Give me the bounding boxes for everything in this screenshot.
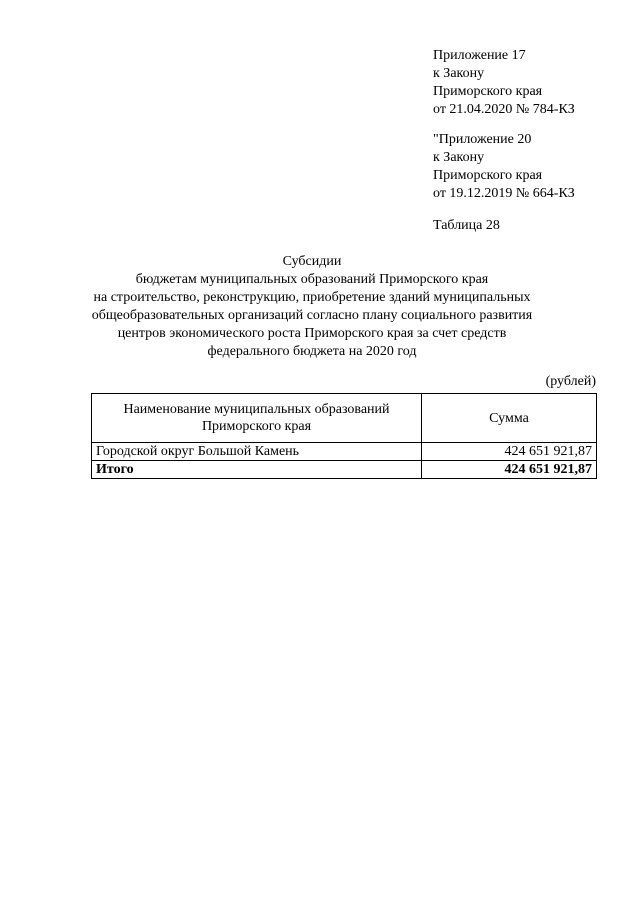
table-row bbox=[92, 443, 597, 461]
row-sum: 424 651 921,87 bbox=[422, 443, 597, 461]
annex-17-line1: Приложение 17 bbox=[433, 48, 526, 63]
table-header-row bbox=[92, 394, 597, 443]
total-row bbox=[92, 461, 597, 479]
annex-17-line3: Приморского края bbox=[433, 84, 543, 99]
annex-17-line2: к Закону bbox=[433, 66, 485, 81]
annex-20-line1: "Приложение 20 bbox=[433, 132, 532, 147]
header-sum: Сумма bbox=[422, 394, 597, 443]
subsidies-table bbox=[91, 393, 597, 479]
annex-20-block bbox=[433, 131, 575, 203]
title-line3: на строительство, реконструкцию, приобретение зданий муниципальных bbox=[93, 290, 531, 305]
document-title bbox=[80, 253, 544, 361]
title-line2: бюджетам муниципальных образований Приморского края bbox=[135, 272, 489, 287]
annex-17-block bbox=[433, 47, 575, 119]
header-name bbox=[92, 394, 422, 443]
total-sum: 424 651 921,87 bbox=[422, 461, 597, 479]
annex-20-line2: к Закону bbox=[433, 150, 485, 165]
row-name: Городской округ Большой Камень bbox=[92, 443, 422, 461]
title-line4: общеобразовательных организаций согласно плану социального развития bbox=[91, 308, 533, 323]
annex-20-line4: от 19.12.2019 № 664-КЗ bbox=[433, 186, 575, 201]
units-label: (рублей) bbox=[545, 374, 596, 389]
annex-17-line4: от 21.04.2020 № 784-КЗ bbox=[433, 102, 575, 117]
header-name-line1: Наименование муниципальных образований bbox=[123, 402, 390, 417]
title-line5: центров экономического роста Приморского края за счет средств bbox=[117, 326, 507, 341]
table-number: Таблица 28 bbox=[433, 218, 500, 233]
title-line6: федерального бюджета на 2020 год bbox=[207, 344, 417, 359]
header-name-line2: Приморского края bbox=[201, 419, 312, 434]
title-line1: Субсидии bbox=[282, 254, 342, 269]
annex-20-line3: Приморского края bbox=[433, 168, 543, 183]
total-label: Итого bbox=[92, 461, 422, 479]
